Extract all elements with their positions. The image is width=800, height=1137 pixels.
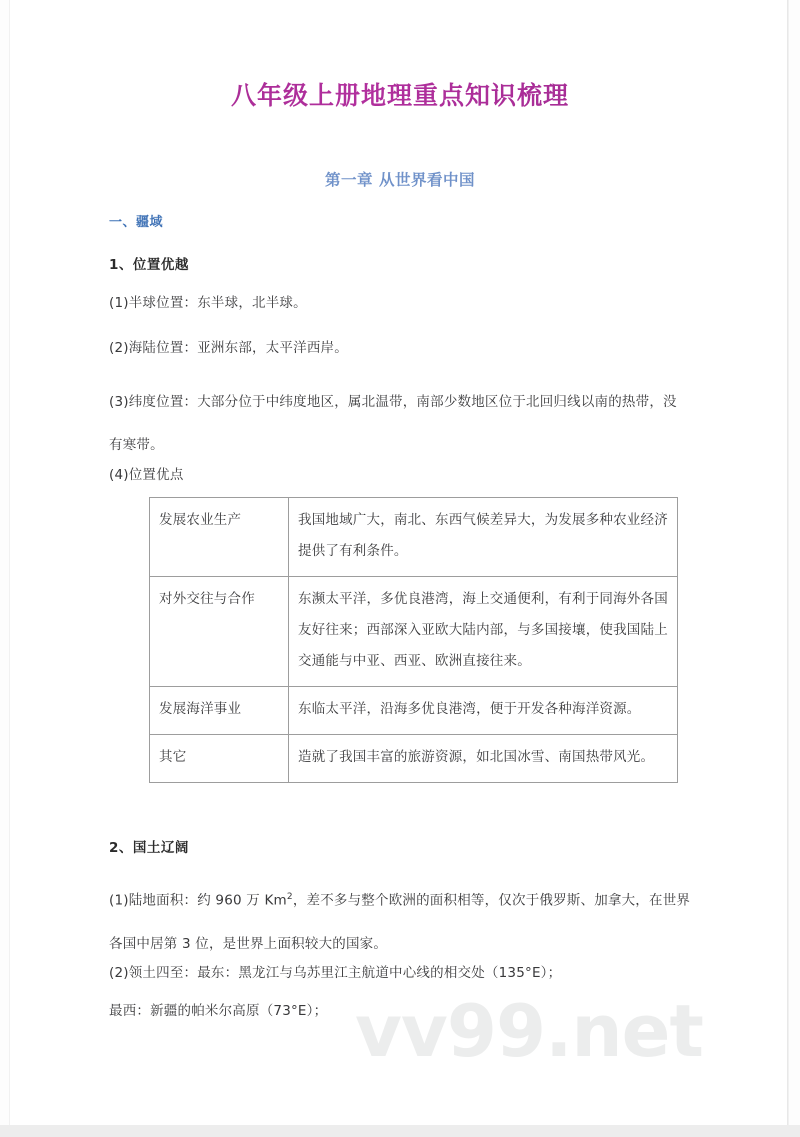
table-cell-desc: 我国地域广大，南北、东西气候差异大，为发展多种农业经济提供了有利条件。 bbox=[289, 498, 678, 577]
table-row bbox=[150, 687, 678, 735]
paragraph-latitude-position: (3)纬度位置：大部分位于中纬度地区，属北温带，南部少数地区位于北回归线以南的热带，没有寒带。 bbox=[109, 394, 677, 453]
table-cell-label: 其它 bbox=[150, 735, 289, 783]
superscript-square-unit: 2 bbox=[286, 892, 293, 902]
paragraph-territory-extent-east: (2)领土四至：最东：黑龙江与乌苏里江主航道中心线的相交处（135°E）； bbox=[109, 965, 562, 981]
advantage-table bbox=[149, 497, 678, 783]
watermark: vv99.net bbox=[355, 989, 703, 1073]
table-cell-desc: 东临太平洋，沿海多优良港湾，便于开发各种海洋资源。 bbox=[289, 687, 678, 735]
table-cell-label: 发展海洋事业 bbox=[150, 687, 289, 735]
table-cell-label: 发展农业生产 bbox=[150, 498, 289, 577]
section-heading-jiangyu: 一、疆域 bbox=[109, 215, 164, 230]
chapter-title: 第一章 从世界看中国 bbox=[325, 171, 475, 189]
table-row bbox=[150, 577, 678, 687]
subsection-heading-weizhiyouyue: 1、位置优越 bbox=[109, 257, 189, 273]
paragraph-land-sea-position: (2)海陆位置：亚洲东部，太平洋西岸。 bbox=[109, 340, 348, 356]
table-row bbox=[150, 498, 678, 577]
paragraph-hemisphere-position: (1)半球位置：东半球，北半球。 bbox=[109, 295, 307, 311]
paragraph-land-area: (1)陆地面积：约 960 万 Km$^2$，差不多与整个欧洲的面积相等，仅次于俄罗斯、加拿大，在世界各国中居第 3 位，是世界上面积较大的国家。 bbox=[109, 892, 691, 952]
table-row bbox=[150, 735, 678, 783]
table-cell-label: 对外交往与合作 bbox=[150, 577, 289, 687]
advantage-table-body bbox=[150, 498, 678, 783]
table-cell-desc: 东濒太平洋，多优良港湾，海上交通便利，有利于同海外各国友好往来；西部深入亚欧大陆内部，与多国接壤，使我国陆上交通能与中亚、西亚、欧洲直接往来。 bbox=[289, 577, 678, 687]
paragraph-position-advantages-label: (4)位置优点 bbox=[109, 467, 184, 483]
paragraph-territory-extent-west: 最西：新疆的帕米尔高原（73°E）； bbox=[109, 1003, 328, 1019]
page-title: 八年级上册地理重点知识梳理 bbox=[0, 76, 800, 112]
subsection-heading-guotuliaokuo: 2、国土辽阔 bbox=[109, 840, 189, 856]
table-cell-desc: 造就了我国丰富的旅游资源，如北国冰雪、南国热带风光。 bbox=[289, 735, 678, 783]
